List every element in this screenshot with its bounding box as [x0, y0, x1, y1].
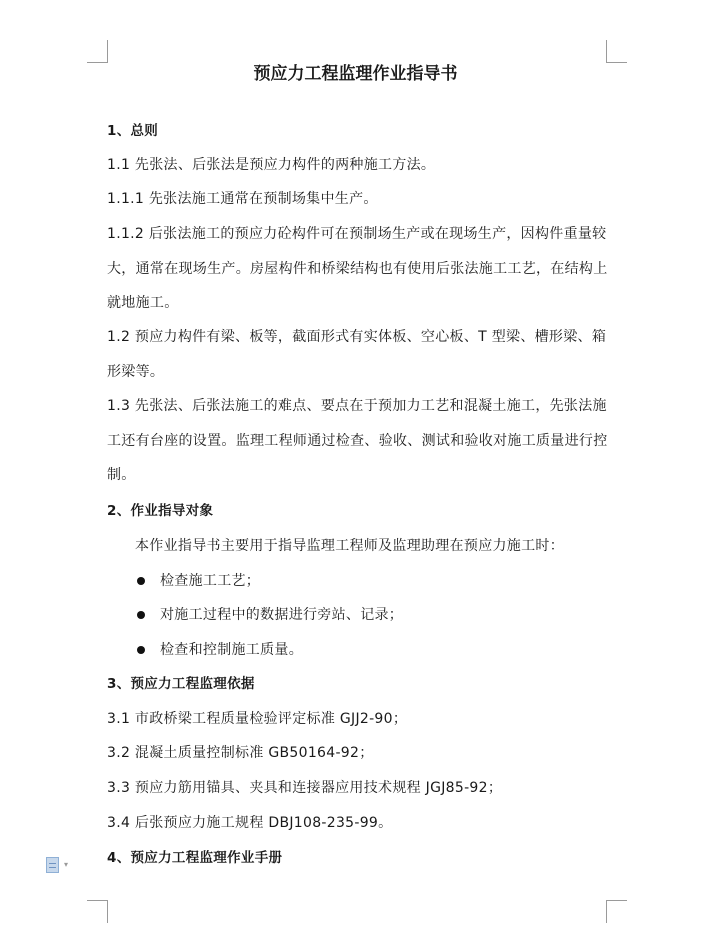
paragraph-line: 3.2 混凝土质量控制标准 GB50164-92； [107, 745, 374, 761]
bullet-dot-icon [137, 646, 145, 654]
paragraph-line: 3.4 后张预应力施工规程 DBJ108-235-99。 [107, 815, 393, 831]
paragraph-line: 就地施工。 [107, 295, 179, 311]
chevron-down-icon[interactable]: ▾ [64, 860, 69, 869]
section-heading: 2、作业指导对象 [107, 503, 214, 519]
list-item: 对施工过程中的数据进行旁站、记录； [160, 607, 404, 623]
page-corner-mark [87, 900, 108, 923]
page-corner-mark [87, 40, 108, 63]
paragraph-line: 1.1.2 后张法施工的预应力砼构件可在预制场生产或在现场生产，因构件重量较 [107, 226, 607, 242]
paragraph-line: 制。 [107, 467, 136, 483]
paragraph-line: 本作业指导书主要用于指导监理工程师及监理助理在预应力施工时： [135, 538, 564, 554]
paragraph-line: 1.3 先张法、后张法施工的难点、要点在于预加力工艺和混凝土施工，先张法施 [107, 398, 607, 414]
paragraph-line: 工还有台座的设置。监理工程师通过检查、验收、测试和验收对施工质量进行控 [107, 433, 607, 449]
section-heading: 4、预应力工程监理作业手册 [107, 850, 283, 866]
paragraph-line: 1.1 先张法、后张法是预应力构件的两种施工方法。 [107, 157, 436, 173]
paragraph-line: 3.1 市政桥梁工程质量检验评定标准 GJJ2-90； [107, 711, 408, 727]
paragraph-line: 形梁等。 [107, 364, 165, 380]
paragraph-line: 1.1.1 先张法施工通常在预制场集中生产。 [107, 191, 378, 207]
section-heading: 1、总则 [107, 123, 159, 139]
section-heading: 3、预应力工程监理依据 [107, 676, 255, 692]
paragraph-line: 大，通常在现场生产。房屋构件和桥梁结构也有使用后张法施工工艺，在结构上 [107, 261, 607, 277]
document-title: 预应力工程监理作业指导书 [253, 64, 458, 84]
bullet-dot-icon [137, 577, 145, 585]
document-icon[interactable] [46, 857, 59, 873]
page-corner-mark [606, 900, 627, 923]
paragraph-line: 3.3 预应力筋用锚具、夹具和连接器应用技术规程 JGJ85-92； [107, 780, 503, 796]
paragraph-line: 1.2 预应力构件有梁、板等，截面形式有实体板、空心板、T 型梁、槽形梁、箱 [107, 329, 607, 345]
page-corner-mark [606, 40, 627, 63]
bullet-dot-icon [137, 611, 145, 619]
list-item: 检查和控制施工质量。 [160, 642, 303, 658]
list-item: 检查施工工艺； [160, 573, 261, 589]
